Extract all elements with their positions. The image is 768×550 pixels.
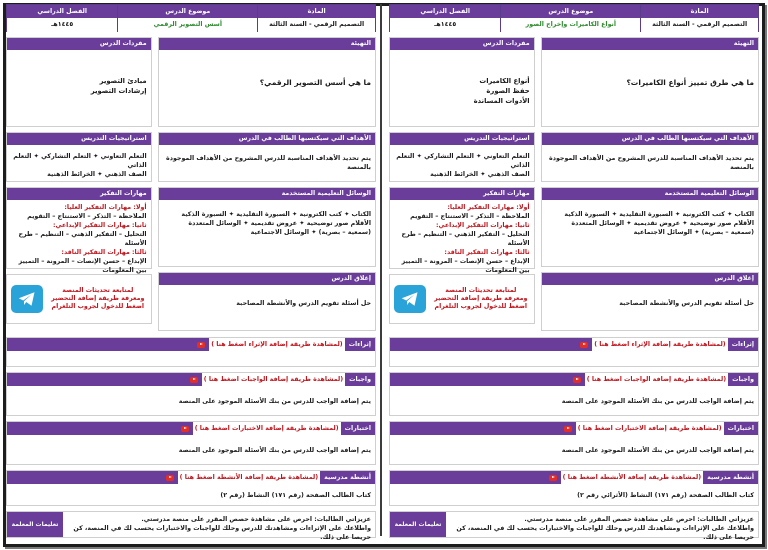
enrichment-section: [6, 337, 376, 367]
closing-title: إغلاق الدرس: [542, 273, 758, 285]
lesson-plan-page-left: [6, 4, 376, 541]
activities-section: [389, 470, 759, 506]
goals-box: [158, 132, 376, 182]
strategy-line: الصف الذهني ✦ الخرائط الذهنية: [47, 171, 147, 178]
intro-title: التهيئة: [542, 38, 758, 50]
subject-label: المادة: [641, 5, 758, 18]
teacher-notes: [6, 511, 376, 541]
activities-section: [6, 470, 376, 506]
enrichment-title: إثراءات: [348, 341, 371, 348]
lesson-header-table: [389, 4, 759, 32]
intro-question: ما هي طرق تمييز أنواع الكاميرات؟: [626, 77, 754, 87]
intro-box: [158, 37, 376, 127]
enrichment-link[interactable]: (لمشاهدة طريقة إضافة الإثراء اضغط هنا ): [592, 338, 727, 351]
subject-value: التصميم الرقمي - السنة الثالثة: [258, 18, 375, 32]
teacher-notes: [389, 511, 759, 541]
lesson-value: أسس التصوير الرقمي: [118, 18, 257, 32]
note-line: واطلاعك على الإثراءات ومشاهدتك للدرس وحلك للواجبات والاختبارات يحسب لك في المنصة، كن حريصا على ذلك.: [456, 525, 754, 541]
enrichment-bar: [7, 338, 375, 351]
vocab-box: [6, 37, 152, 127]
subject-label: المادة: [258, 5, 375, 18]
thinking-line-1: الملاحظة – التذكر – الاستنتاج – التقويم: [27, 213, 147, 220]
media-line: الأقلام صور توضيحية ✦ عروض تقديمية ✦ الوسائل المتعددة: [188, 220, 371, 227]
homework-title: واجبات: [349, 376, 371, 383]
goals-title: الأهداف التي سيكتسبها الطالب في الدرس: [542, 133, 758, 145]
tests-title: اختبارات: [344, 425, 371, 432]
tests-section: [6, 421, 376, 465]
lesson-value: أنواع الكاميرات وإخراج الصور: [501, 18, 640, 32]
term-label: الفصل الدراسي: [7, 5, 117, 18]
homework-bar: [7, 373, 375, 386]
lesson-plan-page-right: [389, 4, 759, 541]
homework-bar: [390, 373, 758, 386]
vocab-box: [389, 37, 535, 127]
telegram-icon[interactable]: [11, 285, 43, 313]
homework-text: يتم إضافة الواجب للدرس من بنك الأسئلة الموجود على المنصة: [561, 397, 754, 405]
vocab-item: مبادئ التصوير: [99, 77, 147, 85]
telegram-promo[interactable]: [389, 274, 535, 324]
activities-text: كتاب الطالب الصفحة (رقم ١٧١) النشاط (الأثرائي رقم ٢): [577, 491, 754, 499]
strategies-box: [389, 132, 535, 182]
thinking-line-3: الإبداع – حسن الإنصات – المرونة – التمييز بين المعلومات: [18, 258, 147, 274]
note-line: عزيزاتي الطالبات: احرص على مشاهدة حصص المقرر على منصة مدرستي.: [141, 516, 371, 523]
note-line: عزيزاتي الطالبات: احرص على مشاهدة حصص المقرر على منصة مدرستي.: [524, 516, 754, 523]
thinking-heading-3: ثالثا: مهارات التفكير الناقد:: [61, 249, 147, 256]
homework-text: يتم إضافة الواجب للدرس من بنك الأسئلة الموجود على المنصة: [178, 397, 371, 405]
lesson-header-table: [6, 4, 376, 32]
vocab-item: الأدوات المساندة: [473, 97, 530, 105]
thinking-heading-2: ثانيا: مهارات التفكير الإبداعي:: [52, 222, 147, 229]
notes-label: تعليمات المعلمة: [7, 512, 63, 537]
media-list: [542, 200, 758, 240]
strategies-box: [6, 132, 152, 182]
strategies-title: استراتيجيات التدريس: [7, 133, 151, 145]
term-cell: [390, 5, 500, 31]
term-label: الفصل الدراسي: [390, 5, 500, 18]
activities-bar: [390, 471, 758, 484]
promo-line: اضغط للدخول لجروب التلغرام: [51, 303, 145, 310]
closing-box: [158, 272, 376, 331]
term-cell: [7, 5, 117, 31]
intro-box: [541, 37, 759, 127]
lesson-cell: [117, 5, 257, 31]
activities-title: أنشطة مدرسية: [707, 474, 754, 481]
intro-question: ما هي أسس التصوير الرقمي؟: [259, 77, 371, 87]
lesson-cell: [500, 5, 640, 31]
tests-link[interactable]: (لمشاهدة طريقة إضافة الاختبارات اضغط هنا ): [193, 422, 341, 435]
youtube-icon[interactable]: [181, 426, 189, 432]
media-line: الأقلام صور توضيحية ✦ عروض تقديمية ✦ الوسائل المتعددة: [571, 220, 754, 227]
youtube-icon[interactable]: [197, 342, 205, 348]
subject-cell: [257, 5, 375, 31]
tests-bar: [390, 422, 758, 435]
homework-link[interactable]: (لمشاهدة طريقة إضافة الواجبات اضغط هنا ): [585, 373, 728, 386]
vocab-item: أنواع الكاميرات: [479, 77, 530, 85]
youtube-icon[interactable]: [190, 377, 198, 383]
thinking-box: [6, 187, 152, 274]
goals-title: الأهداف التي سيكتسبها الطالب في الدرس: [159, 133, 375, 145]
thinking-line-2: التحليل – التفكير الذهني – التنظيم – طرح الأسئلة: [18, 231, 147, 247]
promo-line: ومعرفة طريقة إضافة التحضير: [434, 295, 528, 302]
strategy-line: التعلم التعاوني ✦ التعلم التشاركي ✦ التعلم الذاتي: [13, 153, 147, 169]
activities-title: أنشطة مدرسية: [324, 474, 371, 481]
media-list: [159, 200, 375, 240]
homework-section: [6, 372, 376, 416]
youtube-icon[interactable]: [166, 475, 174, 481]
tests-text: يتم إضافة الواجب للدرس من بنك الأسئلة الموجود على المنصة: [178, 446, 371, 454]
vocab-title: مفردات الدرس: [7, 38, 151, 50]
media-box: [158, 187, 376, 267]
activities-link[interactable]: (لمشاهدة طريقة إضافة الأنشطة اضغط هنا ): [178, 471, 321, 484]
term-value: ١٤٤٥هـ: [7, 18, 117, 32]
notes-label: تعليمات المعلمة: [390, 512, 446, 537]
tests-link[interactable]: (لمشاهدة طريقة إضافة الاختبارات اضغط هنا ): [576, 422, 724, 435]
subject-cell: [640, 5, 758, 31]
promo-line: اضغط للدخول لجروب التلغرام: [434, 303, 528, 310]
strategies-list: [390, 145, 534, 182]
telegram-icon[interactable]: [394, 285, 426, 313]
media-line: (سمعية – بصرية) ✦ الوسائل الاجتماعية: [250, 229, 371, 236]
promo-text: [432, 287, 530, 311]
term-value: ١٤٤٥هـ: [390, 18, 500, 32]
page-divider: [380, 4, 382, 536]
intro-title: التهيئة: [159, 38, 375, 50]
thinking-list: [390, 200, 534, 278]
homework-title: واجبات: [732, 376, 754, 383]
media-line: الكتاب ✦ كتب الكترونية ✦ السبورة التقليدية ✦ السبورة الذكية: [564, 211, 754, 218]
homework-link[interactable]: (لمشاهدة طريقة إضافة الواجبات اضغط هنا ): [202, 373, 345, 386]
thinking-line-3: الإبداع – حسن الإنصات – المرونة – التمييز بين المعلومات: [401, 258, 530, 274]
thinking-box: [389, 187, 535, 274]
thinking-line-2: التحليل – التفكير الذهني – التنظيم – طرح الأسئلة: [401, 231, 530, 247]
subject-value: التصميم الرقمي - السنة الثالثة: [641, 18, 758, 32]
closing-title: إغلاق الدرس: [159, 273, 375, 285]
closing-box: [541, 272, 759, 331]
thinking-title: مهارات التفكير: [7, 188, 151, 200]
promo-line: لمتابعة تحديثات المنصة: [445, 287, 517, 294]
youtube-icon[interactable]: [580, 342, 588, 348]
vocab-list: [390, 50, 534, 109]
goals-text: يتم تحديد الأهداف المناسبة للدرس المشروح من الأهداف الموجودة بالمنصة: [166, 155, 371, 171]
closing-text: حل أسئلة تقويم الدرس والأنشطة المصاحبة: [619, 300, 754, 307]
vocab-list: [7, 50, 151, 99]
vocab-item: حفظ الصورة: [486, 87, 530, 95]
media-line: الكتاب ✦ كتب الكترونية ✦ السبورة التقليدية ✦ السبورة الذكية: [181, 211, 371, 218]
strategy-line: الصف الذهني ✦ الخرائط الذهنية: [430, 171, 530, 178]
goals-text: يتم تحديد الأهداف المناسبة للدرس المشروح من الأهداف الموجودة بالمنصة: [549, 155, 754, 171]
notes-text: [446, 512, 758, 541]
thinking-heading-2: ثانيا: مهارات التفكير الإبداعي:: [435, 222, 530, 229]
thinking-list: [7, 200, 151, 278]
homework-section: [389, 372, 759, 416]
vocab-title: مفردات الدرس: [390, 38, 534, 50]
notes-text: [63, 512, 375, 541]
strategies-list: [7, 145, 151, 182]
tests-title: اختبارات: [727, 425, 754, 432]
enrichment-bar: [390, 338, 758, 351]
media-line: (سمعية – بصرية) ✦ الوسائل الاجتماعية: [633, 229, 754, 236]
thinking-heading-1: أولا: مهارات التفكير العليا:: [447, 204, 530, 211]
promo-line: لمتابعة تحديثات المنصة: [62, 287, 134, 294]
lesson-label: موضوع الدرس: [118, 5, 257, 18]
youtube-icon[interactable]: [564, 426, 572, 432]
note-line: واطلاعك على الإثراءات ومشاهدتك للدرس وحلك للواجبات والاختبارات يحسب لك في المنصة، كن حريصا على ذلك.: [73, 525, 371, 541]
telegram-promo[interactable]: [6, 274, 152, 324]
activities-bar: [7, 471, 375, 484]
goals-box: [541, 132, 759, 182]
promo-line: ومعرفة طريقة إضافة التحضير: [51, 295, 145, 302]
activities-text: كتاب الطالب الصفحة (رقم ١٧١) النشاط (رقم ٢): [220, 491, 371, 499]
media-title: الوسائل التعليمية المستخدمة: [542, 188, 758, 200]
enrichment-section: [389, 337, 759, 367]
thinking-line-1: الملاحظة – التذكر – الاستنتاج – التقويم: [410, 213, 530, 220]
lesson-label: موضوع الدرس: [501, 5, 640, 18]
tests-section: [389, 421, 759, 465]
promo-text: [49, 287, 147, 311]
enrichment-title: إثراءات: [731, 341, 754, 348]
enrichment-link[interactable]: (لمشاهدة طريقة إضافة الإثراء اضغط هنا ): [209, 338, 344, 351]
strategies-title: استراتيجيات التدريس: [390, 133, 534, 145]
thinking-title: مهارات التفكير: [390, 188, 534, 200]
media-title: الوسائل التعليمية المستخدمة: [159, 188, 375, 200]
strategy-line: التعلم التعاوني ✦ التعلم التشاركي ✦ التعلم الذاتي: [396, 153, 530, 169]
tests-bar: [7, 422, 375, 435]
activities-link[interactable]: (لمشاهدة طريقة إضافة الأنشطة اضغط هنا ): [561, 471, 704, 484]
tests-text: يتم إضافة الواجب للدرس من بنك الأسئلة الموجود على المنصة: [561, 446, 754, 454]
thinking-heading-3: ثالثا: مهارات التفكير الناقد:: [444, 249, 530, 256]
thinking-heading-1: أولا: مهارات التفكير العليا:: [64, 204, 147, 211]
closing-text: حل أسئلة تقويم الدرس والأنشطة المصاحبة: [236, 300, 371, 307]
vocab-item: إرشادات التصوير: [90, 87, 147, 95]
media-box: [541, 187, 759, 267]
youtube-icon[interactable]: [549, 475, 557, 481]
youtube-icon[interactable]: [573, 377, 581, 383]
